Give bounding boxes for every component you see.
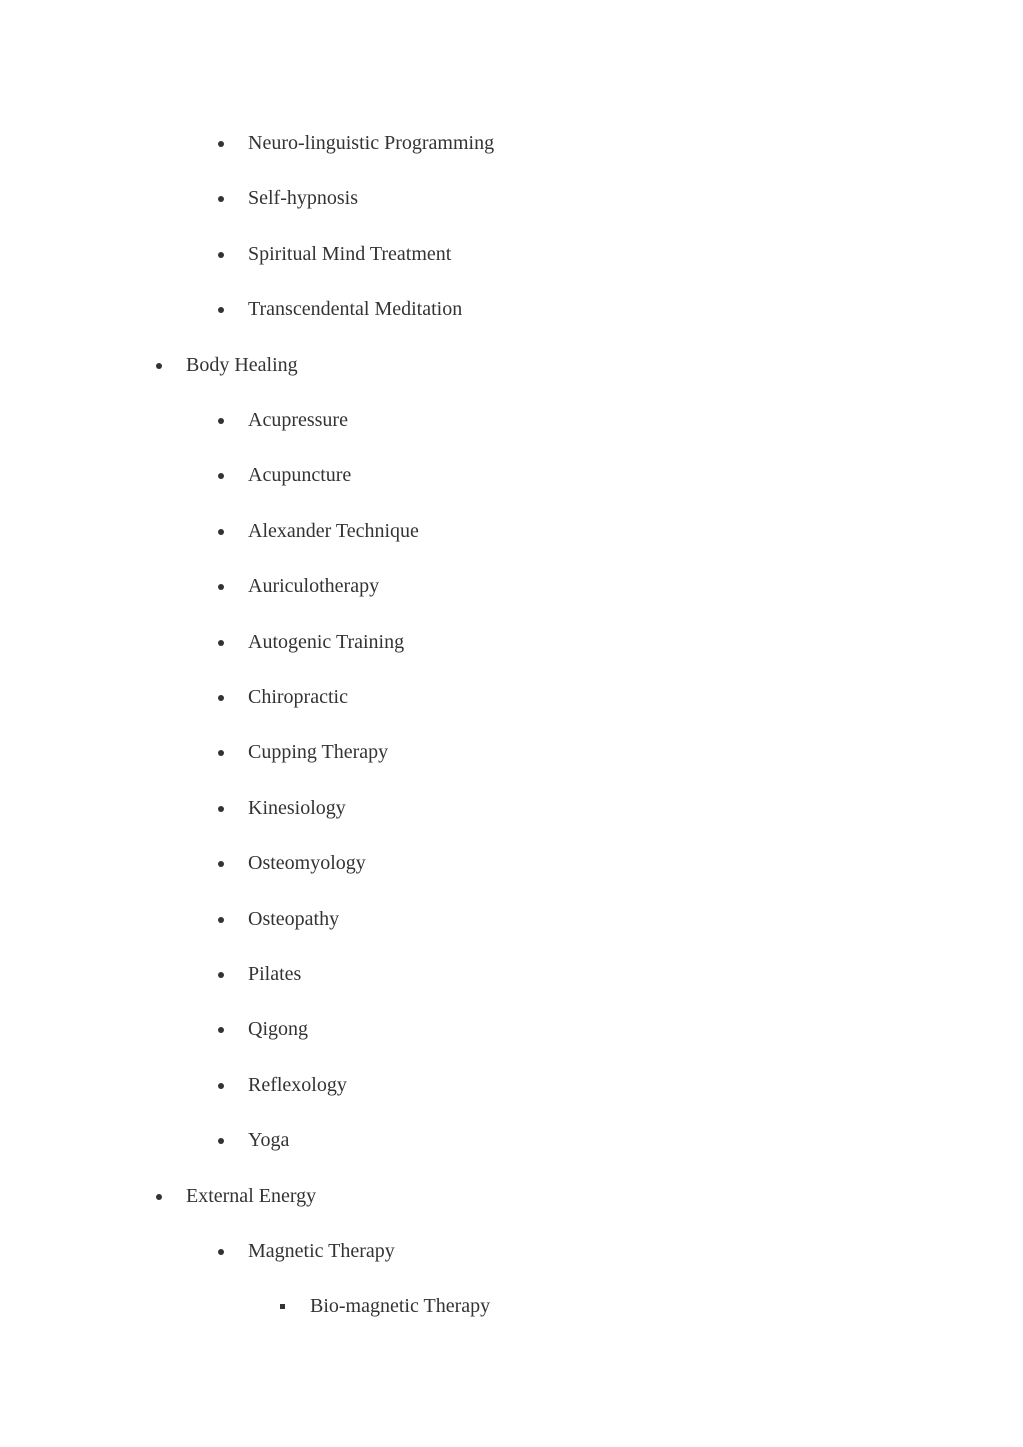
list-item-label: Osteopathy xyxy=(248,907,340,930)
list-item-label: Auriculotherapy xyxy=(248,575,380,598)
list-item-label: Osteomyology xyxy=(248,852,366,875)
list-item-label: Acupuncture xyxy=(248,464,352,487)
list-item-label: Alexander Technique xyxy=(248,519,419,542)
list-item-label: Acupressure xyxy=(248,409,348,431)
list-item-label: Cupping Therapy xyxy=(248,741,389,764)
list-item-label: Body Healing xyxy=(186,353,298,376)
list-item-label: Pilates xyxy=(248,963,302,985)
list-item-label: Spiritual Mind Treatment xyxy=(248,242,452,265)
list-item-label: Chiropractic xyxy=(248,686,348,708)
list-item-label: Qigong xyxy=(248,1018,308,1041)
list-item-label: Magnetic Therapy xyxy=(248,1240,395,1262)
list-item-label: External Energy xyxy=(186,1184,317,1207)
list-item-label: Kinesiology xyxy=(248,796,346,819)
list-item-label: Autogenic Training xyxy=(248,630,405,653)
list-item-label: Neuro-linguistic Programming xyxy=(248,132,495,154)
list-item-label: Self-hypnosis xyxy=(248,187,358,210)
list-item-label: Transcendental Meditation xyxy=(248,298,463,321)
list-item-label: Reflexology xyxy=(248,1073,347,1096)
list-item-label: Bio-magnetic Therapy xyxy=(310,1295,491,1318)
list-item-label: Yoga xyxy=(248,1129,290,1152)
